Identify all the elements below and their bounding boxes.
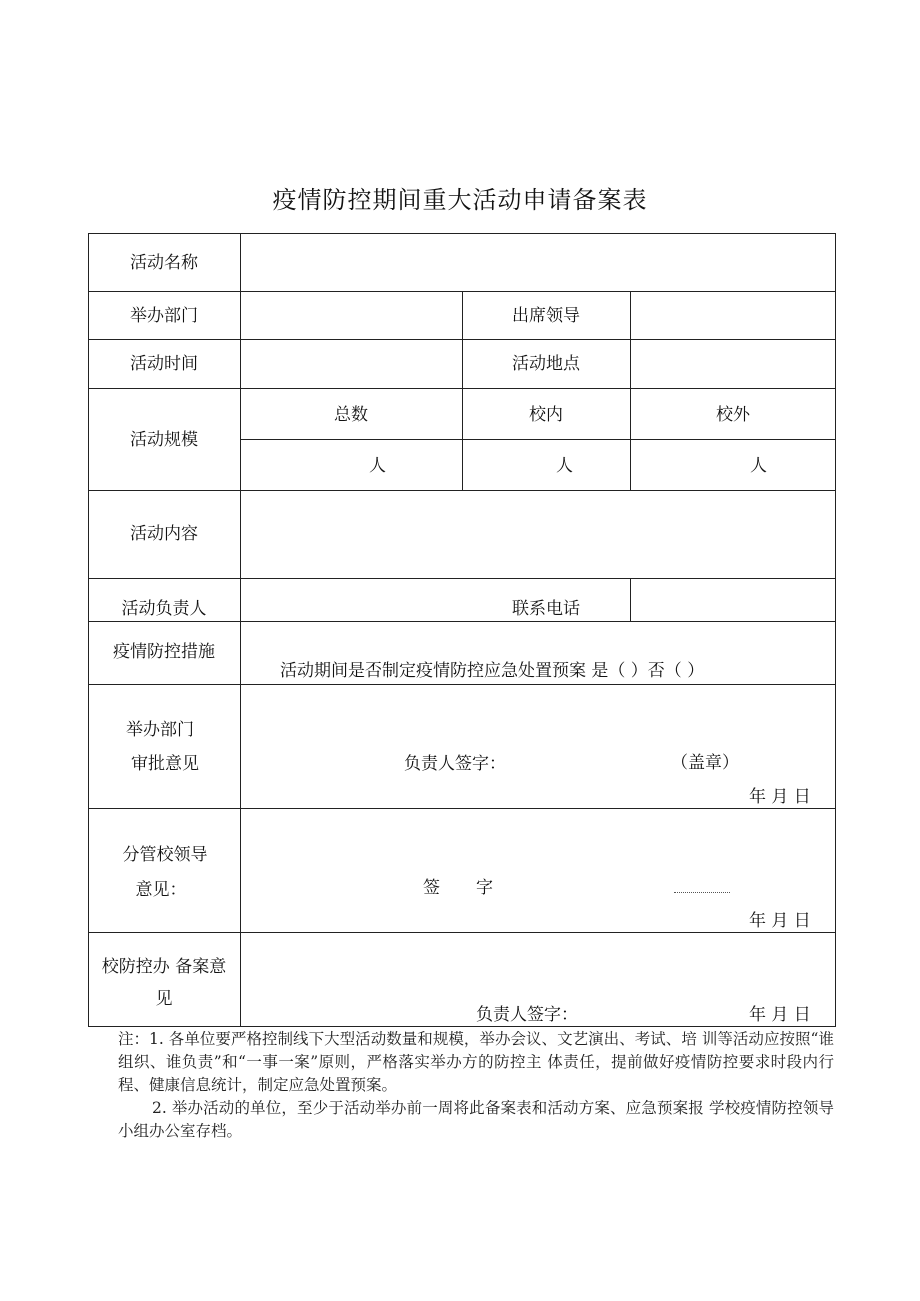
notes-section xyxy=(118,1028,834,1143)
page-title: 疫情防控期间重大活动申请备案表 xyxy=(272,186,648,214)
label-host-dept: 举办部门 xyxy=(130,306,198,326)
label-inside: 校内 xyxy=(529,405,563,425)
host-dept-field[interactable] xyxy=(241,292,462,339)
label-content: 活动内容 xyxy=(130,524,198,544)
signature-dotted-line[interactable] xyxy=(674,892,730,893)
dept-owner-sign-label: 负责人签字： xyxy=(404,754,506,774)
label-dept-review-2: 审批意见 xyxy=(131,754,199,774)
label-activity-name: 活动名称 xyxy=(130,253,198,273)
label-office-review-2: 见 xyxy=(155,989,173,1009)
measures-question: 活动期间是否制定疫情防控应急处置预案 是（ ）否（ ） xyxy=(280,661,705,681)
label-scale: 活动规模 xyxy=(130,430,198,450)
note-2: 2. 举办活动的单位，至少于活动举办前一周将此备案表和活动方案、应急预案报 学校疫情防控领导小组办公室存档。 xyxy=(118,1099,834,1140)
leader-review-date: 年 月 日 xyxy=(749,911,811,931)
label-activity-time: 活动时间 xyxy=(130,354,198,374)
label-office-review-1: 校防控办 备案意 xyxy=(101,957,227,977)
venue-field[interactable] xyxy=(631,340,835,388)
phone-field[interactable] xyxy=(631,579,835,621)
label-outside: 校外 xyxy=(716,405,750,425)
office-review-date: 年 月 日 xyxy=(749,1005,811,1025)
unit-person-inside: 人 xyxy=(556,456,573,476)
label-dept-review-1: 举办部门 xyxy=(126,720,194,740)
activity-name-field[interactable] xyxy=(241,234,835,291)
label-leader-review-2: 意见： xyxy=(135,880,187,900)
label-venue: 活动地点 xyxy=(512,354,580,374)
note-1: 注：1. 各单位要严格控制线下大型活动数量和规模，举办会议、文艺演出、考试、培 训等活动应按照“谁组织、谁负责”和“一事一案”原则，严格落实举办方的防控主 体责任，提前做好疫情防控要求时段内行程、健康信息统计，制定应急处置预案。 xyxy=(118,1030,834,1094)
seal-label: （盖章） xyxy=(671,753,739,773)
content-field[interactable] xyxy=(241,491,835,578)
sign-label-part-2: 字 xyxy=(476,878,493,898)
unit-person-total: 人 xyxy=(369,456,386,476)
sign-label-part-1: 签 xyxy=(423,878,440,898)
label-leader-review-1: 分管校领导 xyxy=(122,845,208,865)
activity-time-field[interactable] xyxy=(241,340,462,388)
unit-person-outside: 人 xyxy=(750,456,767,476)
label-phone: 联系电话 xyxy=(512,599,580,619)
office-owner-sign-label: 负责人签字： xyxy=(476,1005,578,1025)
dept-review-date: 年 月 日 xyxy=(749,787,811,807)
leader-field[interactable] xyxy=(631,292,835,339)
label-owner: 活动负责人 xyxy=(121,599,207,619)
label-leader: 出席领导 xyxy=(512,306,580,326)
label-measures: 疫情防控措施 xyxy=(113,642,215,662)
label-total: 总数 xyxy=(334,405,368,425)
